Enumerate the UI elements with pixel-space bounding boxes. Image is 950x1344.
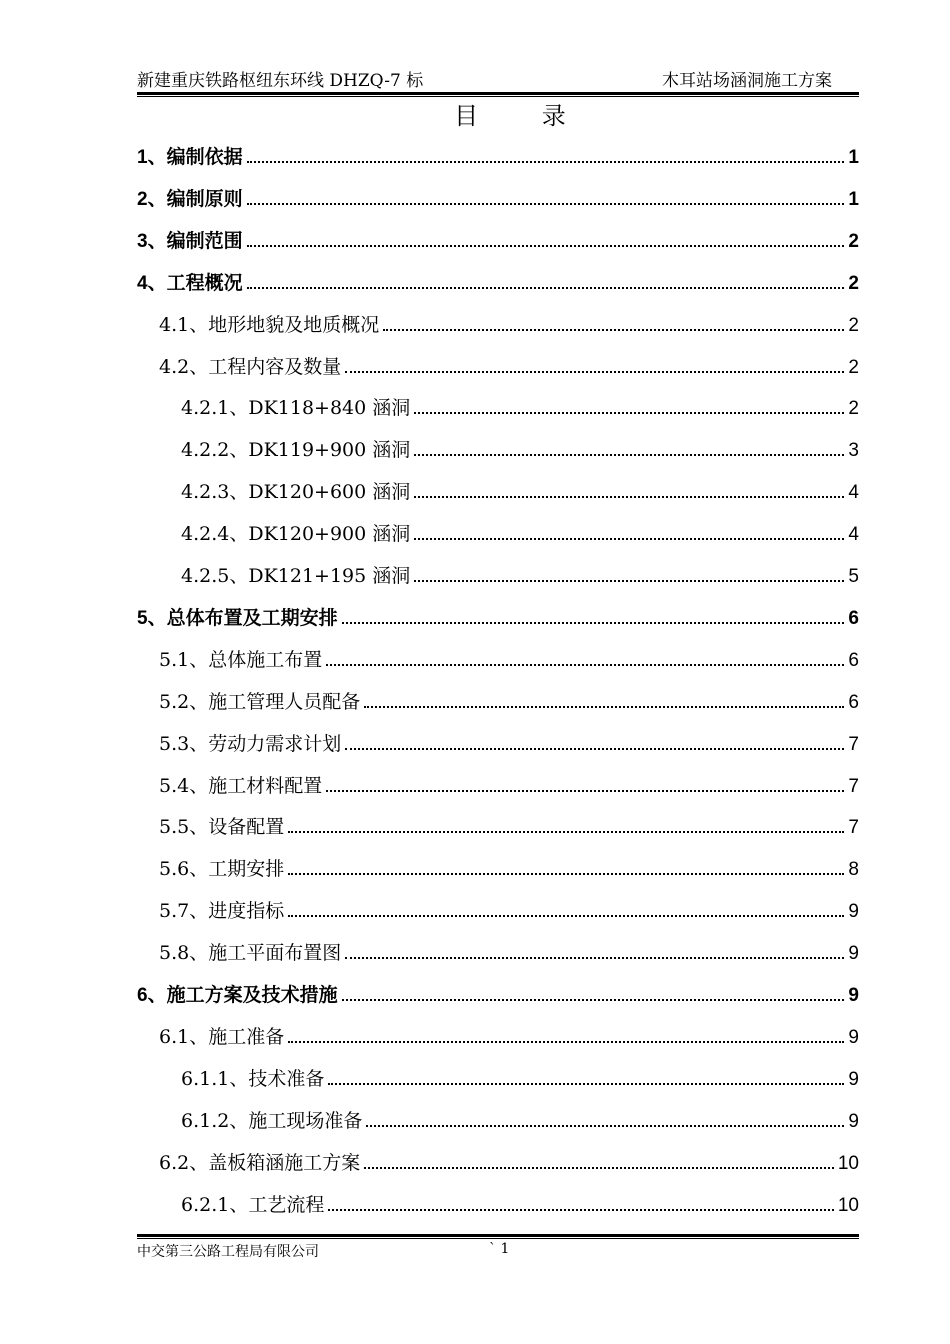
toc-entry-label: 1、编制依据 [137, 147, 243, 168]
toc-dot-leader [364, 1167, 834, 1169]
toc-entry[interactable] [181, 558, 859, 588]
toc-entry-page: 7 [848, 776, 859, 797]
toc-entry-label: 6.2、盖板箱涵施工方案 [159, 1152, 361, 1174]
toc-entry-page: 1 [848, 147, 859, 168]
toc-dot-leader [247, 245, 845, 247]
toc-dot-leader [342, 999, 845, 1001]
toc-dot-leader [288, 915, 844, 917]
toc-entry-label: 5.1、总体施工布置 [159, 649, 323, 671]
toc-entry-label: 3、编制范围 [137, 231, 243, 252]
toc-entry[interactable] [137, 977, 859, 1007]
toc-entry[interactable] [159, 768, 859, 798]
toc-entry-page: 7 [848, 817, 859, 838]
toc-entry-label: 4.1、地形地貌及地质概况 [159, 314, 380, 336]
toc-entry-label: 5.8、施工平面布置图 [159, 942, 342, 964]
toc-entry-label: 6、施工方案及技术措施 [137, 985, 338, 1006]
toc-entry-page: 2 [848, 273, 859, 294]
toc-entry-label: 5.7、进度指标 [159, 900, 285, 922]
toc-entry-page: 9 [848, 943, 859, 964]
header-rule-thick [137, 92, 859, 95]
toc-dot-leader [414, 538, 844, 540]
toc-dot-leader [342, 622, 845, 624]
toc-entry-label: 5.4、施工材料配置 [159, 775, 323, 797]
footer-company-name: 中交第三公路工程局有限公司 [137, 1244, 319, 1260]
toc-dot-leader [288, 873, 844, 875]
toc-entry[interactable] [181, 390, 859, 420]
toc-dot-leader [364, 706, 844, 708]
toc-entry[interactable] [159, 1145, 859, 1175]
toc-dot-leader [247, 287, 845, 289]
toc-entry[interactable] [181, 474, 859, 504]
toc-entry[interactable] [181, 1061, 859, 1091]
toc-entry-page: 5 [848, 566, 859, 587]
toc-entry-page: 2 [848, 357, 859, 378]
toc-dot-leader [414, 496, 844, 498]
footer-rule-thin [137, 1238, 859, 1239]
toc-entry[interactable] [159, 642, 859, 672]
toc-entry[interactable] [159, 893, 859, 923]
toc-entry-page: 9 [848, 1069, 859, 1090]
toc-dot-leader [328, 1083, 844, 1085]
toc-dot-leader [328, 1209, 834, 1211]
toc-entry-label: 4.2.1、DK118+840 涵洞 [181, 397, 411, 419]
toc-entry-page: 2 [848, 315, 859, 336]
header-project-name: 新建重庆铁路枢纽东环线 DHZQ-7 标 [137, 71, 424, 91]
toc-entry-page: 6 [848, 650, 859, 671]
toc-entry-page: 1 [848, 189, 859, 210]
footer-rule-thick [137, 1234, 859, 1237]
toc-entry-label: 6.1.2、施工现场准备 [181, 1110, 363, 1132]
toc-entry-label: 4.2.3、DK120+600 涵洞 [181, 481, 411, 503]
toc-dot-leader [414, 412, 844, 414]
toc-dot-leader [326, 664, 844, 666]
toc-title: 目 录 [454, 102, 594, 130]
toc-dot-leader [383, 329, 844, 331]
toc-entry-label: 5、总体布置及工期安排 [137, 608, 338, 629]
toc-entry-page: 8 [848, 859, 859, 880]
toc-entry-label: 6.1.1、技术准备 [181, 1068, 325, 1090]
toc-dot-leader [366, 1125, 844, 1127]
toc-entry[interactable] [159, 935, 859, 965]
toc-entry-page: 9 [848, 985, 859, 1006]
toc-entry-page: 2 [848, 398, 859, 419]
toc-dot-leader [345, 371, 844, 373]
toc-entry[interactable] [159, 349, 859, 379]
toc-dot-leader [326, 790, 844, 792]
toc-dot-leader [288, 1041, 844, 1043]
toc-entry-page: 9 [848, 901, 859, 922]
toc-dot-leader [345, 957, 844, 959]
toc-entry-label: 5.2、施工管理人员配备 [159, 691, 361, 713]
toc-entry[interactable] [181, 1103, 859, 1133]
toc-entry[interactable] [181, 432, 859, 462]
toc-dot-leader [414, 454, 844, 456]
toc-dot-leader [247, 161, 845, 163]
toc-dot-leader [247, 203, 845, 205]
toc-entry-label: 5.3、劳动力需求计划 [159, 733, 342, 755]
toc-entry-page: 6 [848, 692, 859, 713]
toc-entry[interactable] [159, 809, 859, 839]
toc-entry-label: 6.2.1、工艺流程 [181, 1194, 325, 1216]
toc-entry[interactable] [137, 265, 859, 295]
toc-entry-label: 4.2、工程内容及数量 [159, 356, 342, 378]
toc-entry[interactable] [137, 223, 859, 253]
toc-entry-label: 6.1、施工准备 [159, 1026, 285, 1048]
toc-entry[interactable] [159, 307, 859, 337]
toc-entry-label: 4.2.4、DK120+900 涵洞 [181, 523, 411, 545]
header-document-title: 木耳站场涵洞施工方案 [662, 71, 832, 91]
toc-entry[interactable] [159, 726, 859, 756]
toc-entry-page: 9 [848, 1111, 859, 1132]
toc-entry-page: 7 [848, 734, 859, 755]
toc-entry[interactable] [137, 181, 859, 211]
toc-entry[interactable] [137, 600, 859, 630]
toc-entry-page: 2 [848, 231, 859, 252]
toc-entry[interactable] [159, 1019, 859, 1049]
toc-dot-leader [288, 831, 844, 833]
toc-entry[interactable] [159, 684, 859, 714]
toc-entry-page: 3 [848, 440, 859, 461]
toc-entry[interactable] [137, 139, 859, 169]
toc-dot-leader [345, 748, 844, 750]
toc-entry-page: 6 [848, 608, 859, 629]
toc-entry[interactable] [159, 851, 859, 881]
toc-entry-label: 5.6、工期安排 [159, 858, 285, 880]
toc-entry-page: 10 [837, 1153, 859, 1174]
toc-entry-label: 4.2.5、DK121+195 涵洞 [181, 565, 411, 587]
toc-entry-label: 5.5、设备配置 [159, 816, 285, 838]
toc-dot-leader [414, 580, 844, 582]
toc-entry-page: 4 [848, 482, 859, 503]
toc-entry-page: 9 [848, 1027, 859, 1048]
footer-page-number: ` 1 [489, 1241, 510, 1257]
toc-entry-label: 2、编制原则 [137, 189, 243, 210]
toc-entry[interactable] [181, 1187, 859, 1217]
toc-entry-page: 4 [848, 524, 859, 545]
toc-entry-label: 4、工程概况 [137, 273, 243, 294]
page-header [137, 66, 859, 90]
toc-entry[interactable] [181, 516, 859, 546]
toc-entry-label: 4.2.2、DK119+900 涵洞 [181, 439, 411, 461]
toc-entry-page: 10 [837, 1195, 859, 1216]
